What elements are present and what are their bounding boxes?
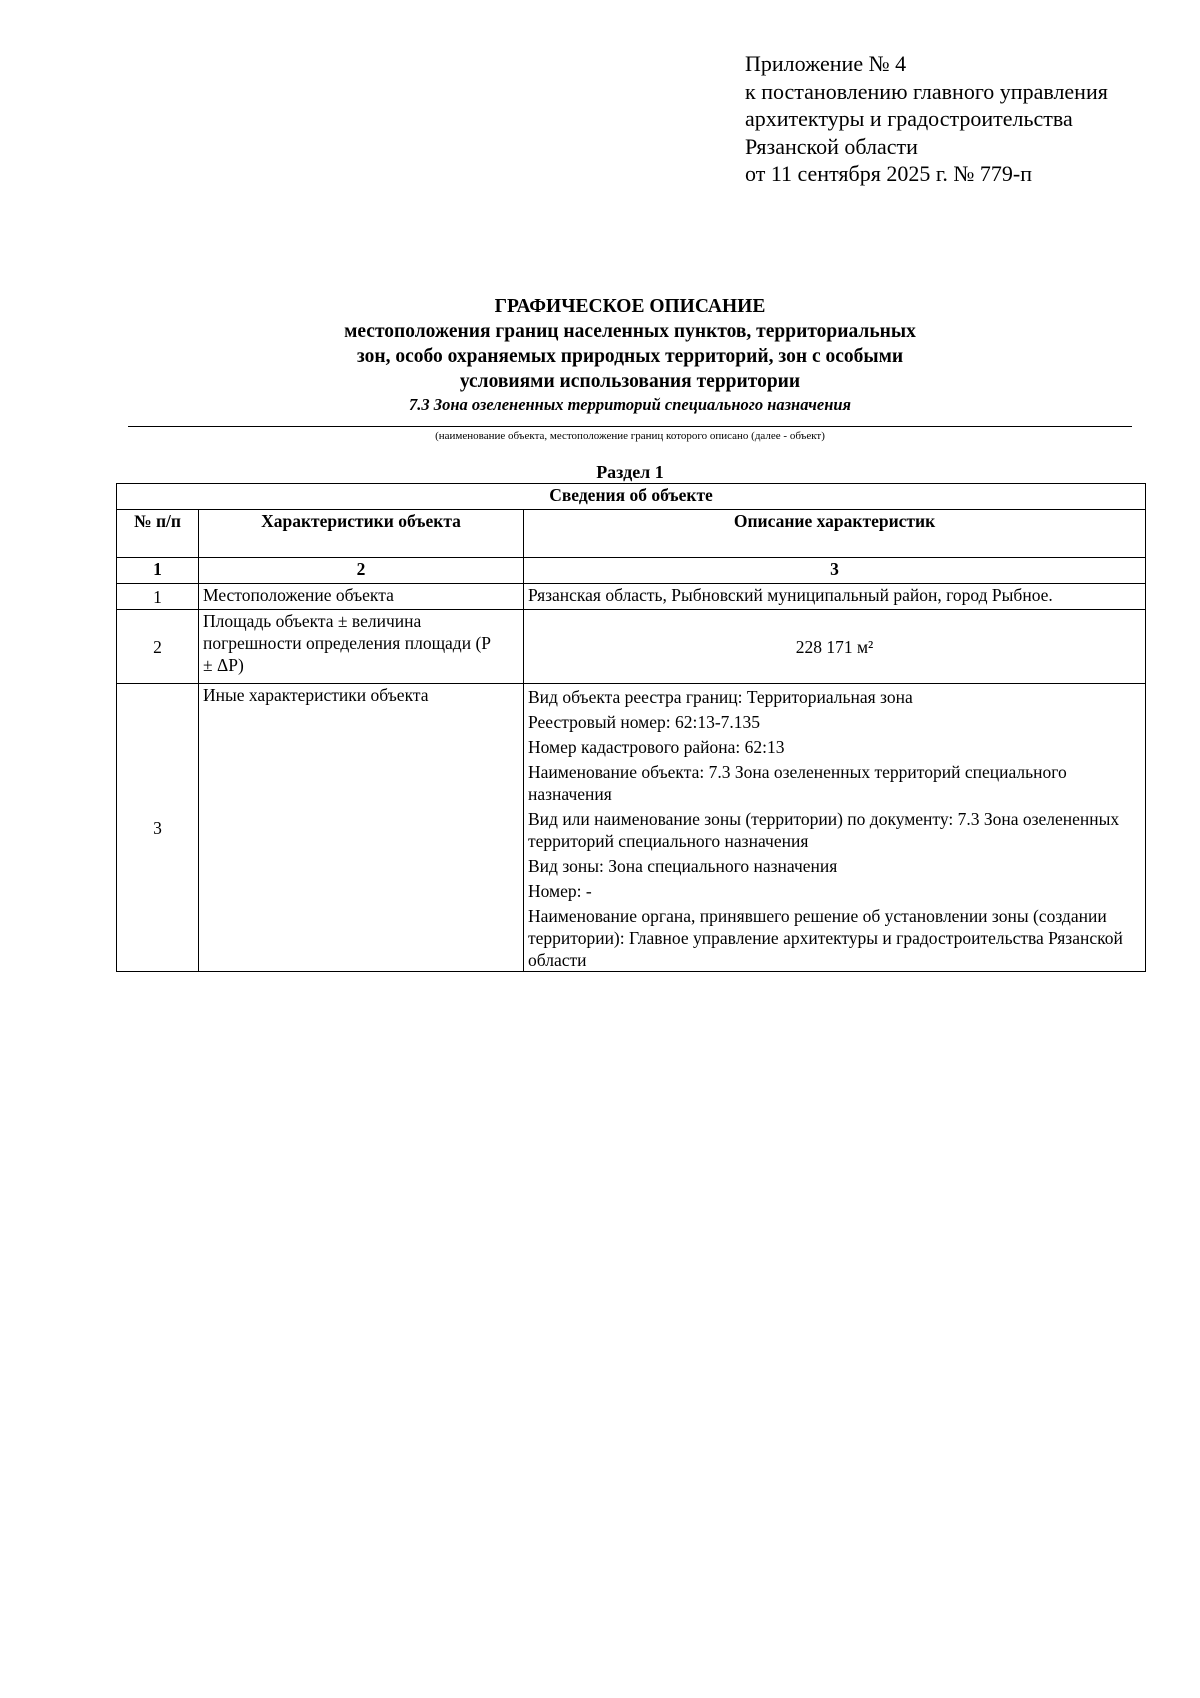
row-characteristic: Иные характеристики объекта [199, 684, 524, 972]
object-name-underline [128, 426, 1132, 427]
attachment-line: к постановлению главного управления [745, 78, 1108, 104]
document-title-block [128, 294, 1132, 416]
document-subtitle-line: зон, особо охраняемых природных территорий, зон с особыми [356, 346, 904, 367]
row-number: 3 [117, 684, 199, 972]
header-description: Описание характеристик [524, 510, 1146, 558]
column-number: 3 [524, 558, 1146, 584]
row-description-list [524, 684, 1146, 972]
attachment-line: Приложение № 4 [745, 51, 907, 76]
object-info-table [116, 483, 1146, 972]
description-line: Наименование объекта: 7.3 Зона озелененных территорий специального назначения [528, 762, 1067, 804]
header-characteristics: Характеристики объекта [199, 510, 524, 558]
description-line: Наименование органа, принявшего решение об установлении зоны (создании территории): Главное управление архитектуры и градостроительства Рязанской области [528, 906, 1123, 970]
row-characteristic: Местоположение объекта [199, 584, 524, 610]
header-number: № п/п [117, 510, 199, 558]
document-subtitle-line: условиями использования территории [459, 371, 801, 392]
row-characteristic: Площадь объекта ± величина погрешности определения площади (P ± ΔP) [199, 610, 524, 684]
description-line: Вид или наименование зоны (территории) по документу: 7.3 Зона озелененных территорий специального назначения [528, 809, 1120, 851]
attachment-line: архитектуры и градостроительства [745, 106, 1073, 131]
document-title: ГРАФИЧЕСКОЕ ОПИСАНИЕ [494, 296, 766, 317]
object-name: 7.3 Зона озелененных территорий специального назначения [408, 395, 852, 414]
column-number: 1 [117, 558, 199, 584]
description-line: Реестровый номер: 62:13-7.135 [528, 712, 761, 732]
description-line: Номер: - [528, 881, 592, 901]
row-description: Рязанская область, Рыбновский муниципальный район, город Рыбное. [524, 584, 1146, 610]
attachment-header [745, 50, 1108, 188]
attachment-line: Рязанской области [745, 133, 918, 159]
description-line: Вид объекта реестра границ: Территориальная зона [528, 687, 913, 707]
column-number: 2 [199, 558, 524, 584]
section-title: Раздел 1 [596, 462, 664, 482]
attachment-line: от 11 сентября 2025 г. № 779-п [745, 161, 1032, 186]
object-name-caption: (наименование объекта, местоположение границ которого описано (далее - объект) [435, 430, 825, 442]
description-line: Вид зоны: Зона специального назначения [528, 856, 838, 876]
table-row [117, 684, 1146, 972]
row-number: 1 [117, 584, 199, 610]
table-row [117, 584, 1146, 610]
row-number: 2 [117, 610, 199, 684]
row-description: 228 171 м² [524, 610, 1146, 684]
table-row [117, 610, 1146, 684]
table-caption: Сведения об объекте [117, 484, 1146, 510]
document-subtitle-line: местоположения границ населенных пунктов, территориальных [344, 321, 916, 342]
description-line: Номер кадастрового района: 62:13 [528, 737, 785, 757]
